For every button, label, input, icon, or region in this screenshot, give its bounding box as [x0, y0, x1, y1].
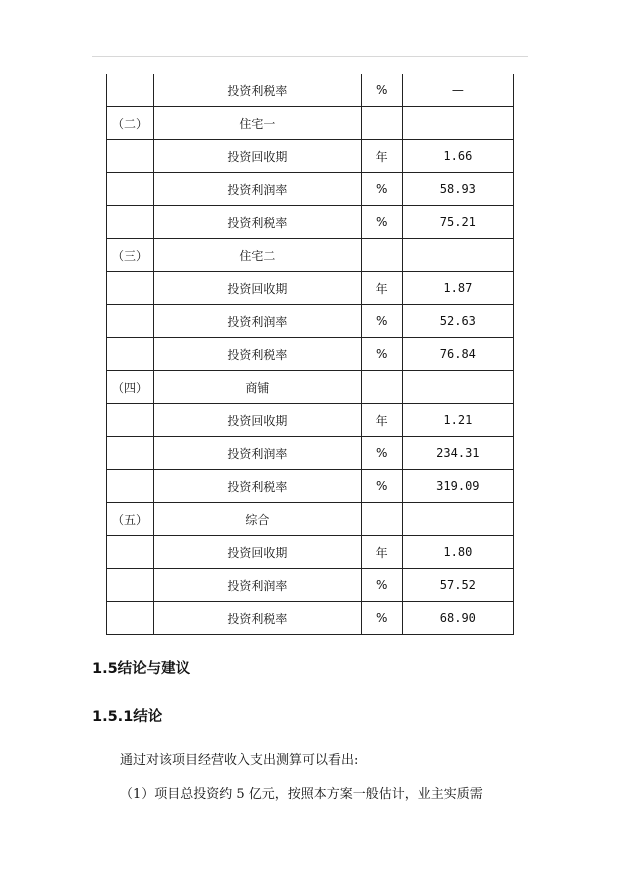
table-row	[107, 239, 514, 272]
indicator-name-cell: 投资回收期	[154, 404, 362, 437]
row-number-cell: （四）	[107, 371, 154, 404]
unit-cell: 年	[361, 272, 402, 305]
value-cell: 1.66	[402, 140, 513, 173]
indicator-name-cell: 投资回收期	[154, 140, 362, 173]
table-row	[107, 272, 514, 305]
row-number-cell	[107, 338, 154, 371]
row-number-cell	[107, 404, 154, 437]
unit-cell: %	[361, 206, 402, 239]
row-number-cell	[107, 470, 154, 503]
indicator-name-cell: 投资回收期	[154, 272, 362, 305]
table-row	[107, 173, 514, 206]
table-row	[107, 536, 514, 569]
row-number-cell: （五）	[107, 503, 154, 536]
table-body	[107, 74, 514, 635]
row-number-cell	[107, 305, 154, 338]
unit-cell	[361, 503, 402, 536]
value-cell: 57.52	[402, 569, 513, 602]
value-cell: 52.63	[402, 305, 513, 338]
table-row	[107, 305, 514, 338]
unit-cell: %	[361, 338, 402, 371]
indicator-name-cell: 投资利税率	[154, 206, 362, 239]
table-row	[107, 206, 514, 239]
unit-cell: %	[361, 470, 402, 503]
unit-cell: %	[361, 569, 402, 602]
page-header-rule	[92, 56, 528, 57]
value-cell: 68.90	[402, 602, 513, 635]
row-number-cell	[107, 74, 154, 107]
unit-cell: %	[361, 74, 402, 107]
row-number-cell	[107, 140, 154, 173]
unit-cell: %	[361, 602, 402, 635]
value-cell: 319.09	[402, 470, 513, 503]
unit-cell: 年	[361, 404, 402, 437]
table-row	[107, 404, 514, 437]
value-cell: 1.87	[402, 272, 513, 305]
indicator-name-cell: 住宅一	[154, 107, 362, 140]
value-cell: 1.80	[402, 536, 513, 569]
row-number-cell	[107, 602, 154, 635]
indicator-name-cell: 商铺	[154, 371, 362, 404]
section-heading: 1.5结论与建议	[92, 661, 191, 677]
value-cell: 1.21	[402, 404, 513, 437]
row-number-cell	[107, 206, 154, 239]
value-cell: —	[402, 74, 513, 107]
indicator-name-cell: 综合	[154, 503, 362, 536]
table-row	[107, 338, 514, 371]
indicator-name-cell: 投资利税率	[154, 602, 362, 635]
unit-cell: %	[361, 173, 402, 206]
indicator-name-cell: 投资利税率	[154, 74, 362, 107]
indicator-name-cell: 投资利润率	[154, 173, 362, 206]
value-cell	[402, 371, 513, 404]
value-cell: 76.84	[402, 338, 513, 371]
table-row	[107, 569, 514, 602]
row-number-cell	[107, 272, 154, 305]
table-row	[107, 470, 514, 503]
indicator-name-cell: 投资利润率	[154, 437, 362, 470]
value-cell: 75.21	[402, 206, 513, 239]
table-row	[107, 602, 514, 635]
unit-cell: %	[361, 437, 402, 470]
indicator-name-cell: 投资利润率	[154, 305, 362, 338]
table-row	[107, 74, 514, 107]
value-cell	[402, 503, 513, 536]
table-row	[107, 140, 514, 173]
unit-cell	[361, 371, 402, 404]
row-number-cell: （三）	[107, 239, 154, 272]
table-row	[107, 503, 514, 536]
table-row	[107, 437, 514, 470]
indicator-name-cell: 投资利税率	[154, 470, 362, 503]
value-cell	[402, 107, 513, 140]
unit-cell: 年	[361, 140, 402, 173]
indicator-name-cell: 投资利润率	[154, 569, 362, 602]
row-number-cell	[107, 569, 154, 602]
row-number-cell	[107, 173, 154, 206]
unit-cell	[361, 107, 402, 140]
indicator-name-cell: 投资回收期	[154, 536, 362, 569]
unit-cell	[361, 239, 402, 272]
investment-indicator-table	[106, 74, 514, 635]
unit-cell: %	[361, 305, 402, 338]
row-number-cell: （二）	[107, 107, 154, 140]
table-row	[107, 107, 514, 140]
value-cell: 58.93	[402, 173, 513, 206]
value-cell	[402, 239, 513, 272]
subsection-heading: 1.5.1结论	[92, 709, 163, 725]
indicator-name-cell: 住宅二	[154, 239, 362, 272]
unit-cell: 年	[361, 536, 402, 569]
paragraph-intro: 通过对该项目经营收入支出测算可以看出:	[120, 753, 359, 768]
row-number-cell	[107, 437, 154, 470]
table-row	[107, 371, 514, 404]
row-number-cell	[107, 536, 154, 569]
indicator-name-cell: 投资利税率	[154, 338, 362, 371]
paragraph-item-1: （1）项目总投资约 5 亿元，按照本方案一般估计，业主实质需	[120, 787, 483, 802]
value-cell: 234.31	[402, 437, 513, 470]
